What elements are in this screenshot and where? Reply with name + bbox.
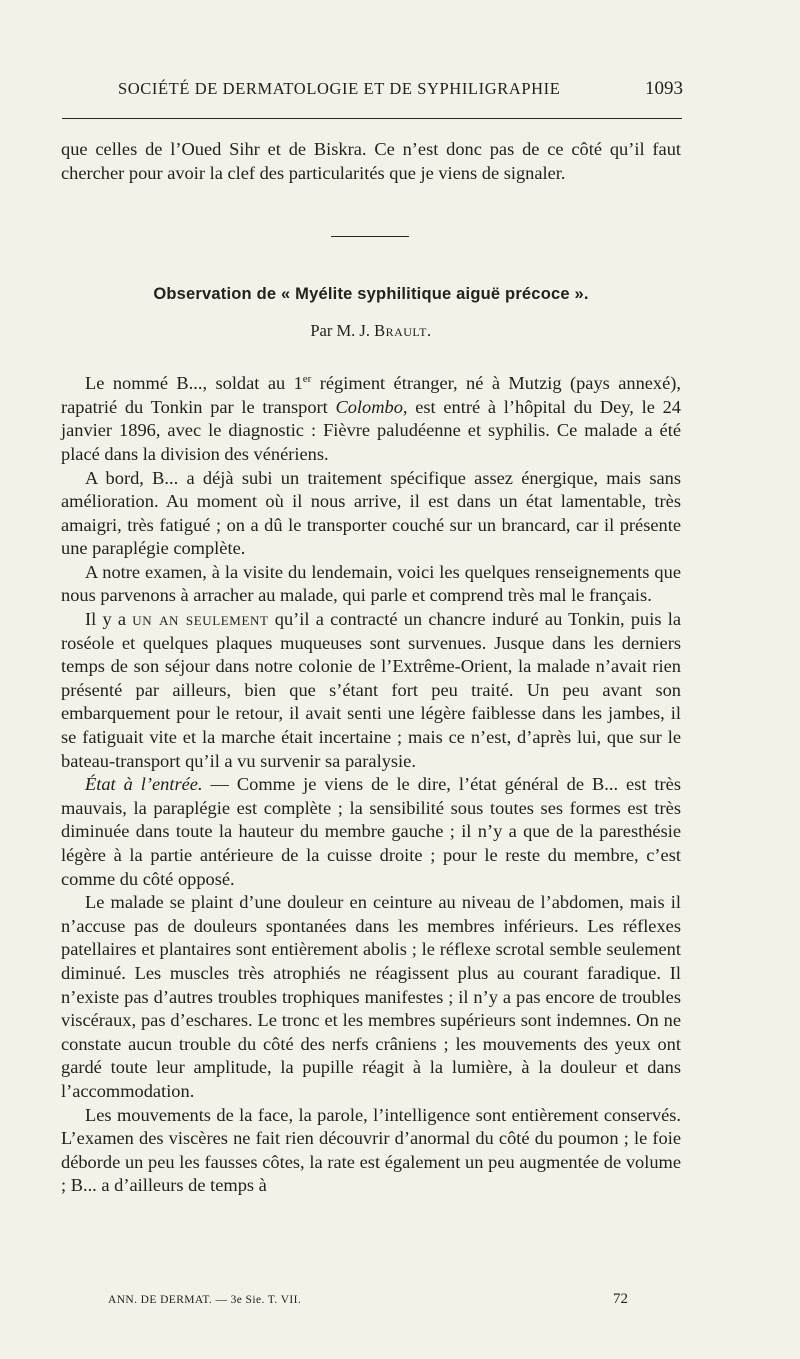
paragraph-5 (61, 773, 681, 891)
paragraph-7: Les mouvements de la face, la parole, l’intelligence sont entièrement conservés. L’examen des viscères ne fait rien découvrir d’anormal du côté du poumon ; le foie déborde un peu les fausses côtes, la rate est également un peu augmentée de volume ; B... a d’ailleurs de temps à (61, 1104, 681, 1196)
paragraph-4 (61, 608, 681, 773)
paragraph-3: A notre examen, à la visite du lendemain, voici les quelques renseignements que nous parvenons à arracher au malade, qui parle et comprend très mal le français. (61, 561, 681, 606)
footer-citation: ANN. DE DERMAT. — 3e Sie. T. VII. (108, 1294, 302, 1306)
p1-text-a: Le nommé B..., soldat au 1 (85, 373, 303, 394)
header-rule (62, 118, 682, 119)
paragraph-6: Le malade se plaint d’une douleur en ceinture au niveau de l’abdomen, mais il n’accuse pas de douleurs spontanées dans les membres inférieurs. Les réflexes patellaires et plantaires sont entièrement abolis ; le réflexe scrotal semble seulement diminué. Les muscles très atrophiés ne réagissent plus au courant faradique. Il n’existe pas d’autres troubles trophiques manifestes ; il n’y a pas encore de troubles viscéraux, pas d’eschares. Le tronc et les membres supérieurs sont indemnes. On ne constate aucun trouble du côté des nerfs crâniens ; les mouvements des yeux ont gardé toute leur amplitude, la pupille réagit à la lumière, à la douleur et dans l’accommodation. (61, 892, 681, 1101)
article-title: Observation de « Myélite syphilitique aiguë précoce ». (153, 285, 589, 303)
ship-name: Colombo, (335, 396, 408, 417)
running-head (118, 78, 683, 100)
intro-paragraph: que celles de l’Oued Sihr et de Biskra. Ce n’est donc pas de ce côté qu’il faut chercher pour avoir la clef des particularités que je viens de signaler. (61, 139, 681, 183)
p5-heading: État à l’entrée. (85, 774, 203, 795)
byline (61, 321, 681, 341)
p1-text-b: régiment étranger, né à Mutzig (pays annexé), rapatrié du Tonkin par le transport (61, 373, 682, 417)
section-divider (331, 236, 409, 237)
page-footer (108, 1291, 628, 1308)
article-body (61, 368, 681, 1198)
p1-superscript: er (302, 373, 312, 385)
paragraph-2: A bord, B... a déjà subi un traitement spécifique assez énergique, mais sans amélioration. Au moment où il nous arrive, il est dans un état lamentable, très amaigri, très fatigué ; on a dû le transporter couché sur un brancard, car il présente une paraplégie complète. (61, 467, 681, 559)
footer-signature: 72 (613, 1291, 628, 1307)
p4-text-a: Il y a (85, 609, 133, 630)
p5-text: — Comme je viens de le dire, l’état général de B... est très mauvais, la paraplégie est complète ; la sensibilité sous toutes ses formes est très diminuée dans toute la hauteur du membre gauche ; il n’y a que de la paresthésie légère à la partie antérieure de la cuisse droite ; pour le reste du membre, c’est comme du côté opposé. (61, 774, 681, 889)
byline-prefix: Par M. J. (310, 321, 370, 340)
byline-author: Brault. (374, 321, 432, 340)
p4-smallcaps: un an seulement (132, 609, 269, 630)
paragraph-1 (61, 368, 681, 467)
p4-text-b: qu’il a contracté un chancre induré au Tonkin, puis la roséole et quelques plaques muqueuses sont survenues. Jusque dans les derniers temps de son séjour dans notre colonie de l’Extrême-Orient, la malade n’avait rien présenté par ailleurs, bien que s’étant fort peu traité. Un peu avant son embarquement pour le retour, il avait senti une légère faiblesse dans les jambes, il se fatiguait vite et la marche était incertaine ; mais ce n’est, d’après lui, que sur le bateau-transport qu’il a vu survenir sa paralysie. (61, 609, 681, 771)
page-number: 1093 (645, 78, 683, 99)
p1-text-c: est entré à l’hôpital du Dey, le 24 janvier 1896, avec le diagnostic : Fièvre paludéenne et syphilis. Ce malade a été placé dans la division des vénériens. (61, 396, 681, 464)
running-head-title: SOCIÉTÉ DE DERMATOLOGIE ET DE SYPHILIGRAPHIE (118, 79, 561, 98)
intro-section (61, 138, 681, 185)
